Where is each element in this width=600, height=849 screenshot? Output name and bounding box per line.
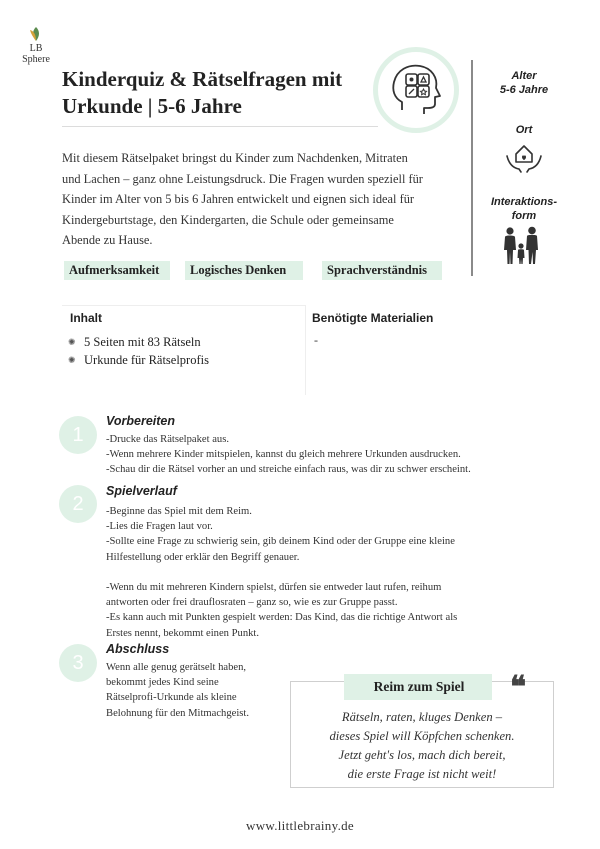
- rhyme-line: dieses Spiel will Köpfchen schenken.: [329, 729, 515, 743]
- step-number-2: 2: [59, 485, 97, 523]
- step-text-3: [106, 660, 286, 721]
- intro-line: und Lachen – ganz ohne Leistungsdruck. Die Fragen wurden speziell für: [62, 171, 423, 186]
- age-label-line1: Alter: [511, 70, 537, 82]
- tag-attention: Aufmerksamkeit: [64, 261, 170, 280]
- interaction-label-line2: form: [511, 210, 537, 222]
- list-item: [68, 351, 209, 369]
- intro-line: Kinder im Alter von 5 bis 6 Jahren entwickelt und eignen sich ideal für: [62, 192, 415, 207]
- interaction-label-line1: Interaktions-: [490, 196, 557, 208]
- rhyme-line: die erste Frage ist nicht weit!: [347, 767, 497, 781]
- step-line: Rätselprofi-Urkunde als kleine: [106, 692, 237, 704]
- intro-line: Abende zu Hause.: [62, 233, 153, 248]
- logo-line2: Sphere: [22, 54, 50, 65]
- step-line: -Wenn mehrere Kinder mitspielen, kannst du gleich mehrere Urkunden ausdrucken.: [106, 449, 461, 461]
- content-heading: Inhalt: [70, 311, 102, 325]
- title-line1: Kinderquiz & Rätselfragen mit: [62, 67, 343, 91]
- leaf-icon: [28, 26, 44, 42]
- title-divider: [62, 126, 378, 127]
- home-hands-icon: [505, 140, 543, 179]
- step-heading-1: Vorbereiten: [106, 414, 176, 428]
- title-line2: Urkunde | 5-6 Jahre: [62, 94, 242, 118]
- step-number-3: 3: [59, 644, 97, 682]
- step-line: Belohnung für den Mitmachgeist.: [106, 707, 249, 719]
- brand-logo: [14, 26, 58, 65]
- step-text-1: [106, 432, 536, 478]
- rhyme-text: [300, 708, 544, 784]
- step-line: bekommt jedes Kind seine: [106, 677, 219, 689]
- step-number-1: 1: [59, 416, 97, 454]
- footer-website-link[interactable]: www.littlebrainy.de: [246, 818, 354, 833]
- list-item: [68, 333, 209, 351]
- content-list: [68, 333, 209, 369]
- place-label: Ort: [515, 124, 533, 136]
- tag-language: Sprachverständnis: [322, 261, 442, 280]
- step-line: -Es kann auch mit Punkten gespielt werden: Das Kind, das die richtige Antwort als: [106, 612, 458, 624]
- step-line: antworten oder frei drauflosraten – ganz so, wie es zur Gruppe passt.: [106, 597, 398, 609]
- head-puzzle-icon: [378, 52, 454, 128]
- intro-line: Mit diesem Rätselpaket bringst du Kinder zum Nachdenken, Mitraten: [62, 151, 408, 165]
- step-line: -Lies die Fragen laut vor.: [106, 521, 213, 533]
- hero-circle: [373, 47, 459, 133]
- step-line: -Drucke das Rätselpaket aus.: [106, 434, 229, 445]
- step-line: -Schau dir die Rätsel vorher an und streiche einfach raus, was dir zu schwer erscheint.: [106, 464, 471, 476]
- page-title: [62, 66, 362, 120]
- age-label-line2: 5-6 Jahre: [499, 84, 549, 96]
- rhyme-title: Reim zum Spiel: [373, 679, 465, 694]
- quote-marks-icon: ❝: [510, 671, 527, 704]
- materials-heading: Benötigte Materialien: [312, 311, 434, 325]
- asterisk-bullet-icon: ✺: [68, 355, 76, 365]
- age-label: [488, 70, 560, 96]
- step-line: Hilfestellung oder erklär den Begriff genauer.: [106, 551, 300, 563]
- step-line: -Wenn du mit mehreren Kindern spielst, dürfen sie entweder laut rufen, reihum: [106, 582, 442, 593]
- family-icon: [500, 226, 544, 271]
- intro-line: Kindergeburtstage, den Kindergarten, die Schule oder gemeinsame: [62, 212, 394, 227]
- asterisk-bullet-icon: ✺: [68, 337, 76, 347]
- materials-value: -: [314, 333, 318, 347]
- step-heading-2: Spielverlauf: [106, 484, 177, 498]
- rhyme-line: Rätseln, raten, kluges Denken –: [341, 710, 503, 724]
- step-line: -Beginne das Spiel mit dem Reim.: [106, 506, 252, 517]
- list-item-text: 5 Seiten mit 83 Rätseln: [84, 335, 201, 349]
- list-item-text: Urkunde für Rätselprofis: [84, 353, 209, 367]
- interaction-label: [484, 195, 564, 223]
- step-line: Wenn alle genug gerätselt haben,: [106, 662, 247, 673]
- logo-line1: LB: [29, 43, 43, 54]
- step-line: -Sollte eine Frage zu schwierig sein, gib deinem Kind oder der Gruppe eine kleine: [106, 536, 455, 548]
- step-heading-3: Abschluss: [106, 642, 170, 656]
- step-text-2: [106, 504, 536, 641]
- tag-logic: Logisches Denken: [185, 261, 303, 280]
- sidebar-divider: [471, 60, 473, 276]
- step-line: [106, 565, 536, 580]
- rhyme-line: Jetzt geht's los, mach dich bereit,: [338, 748, 506, 762]
- step-line: Erstes nennt, bekommt einen Punkt.: [106, 627, 259, 639]
- intro-text: [62, 148, 458, 251]
